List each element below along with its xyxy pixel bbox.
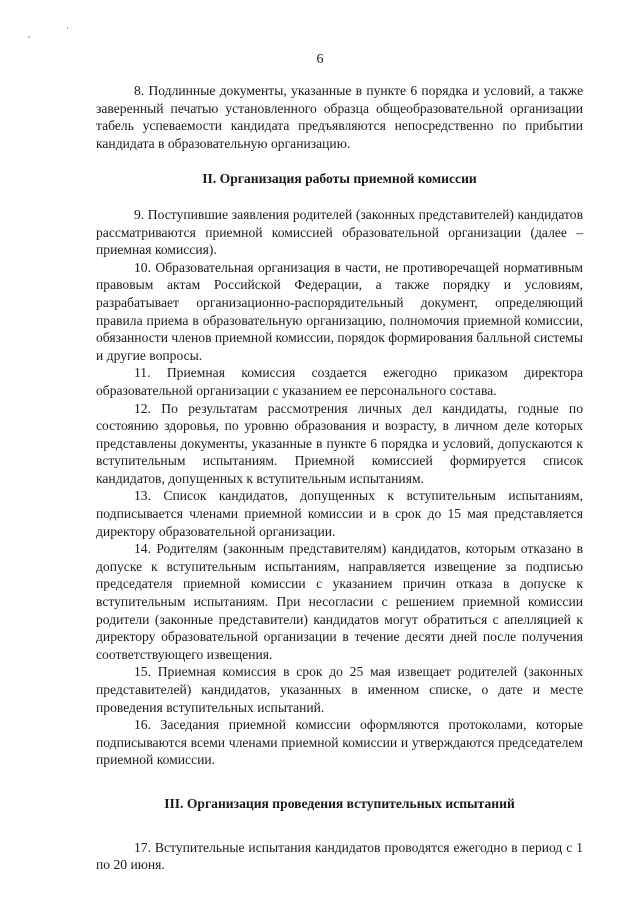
section-heading-3: III. Организация проведения вступительных испытаний <box>164 795 515 811</box>
paragraph-12: 12. По результатам рассмотрения личных дел кандидаты, годные по состоянию здоровья, по уровню образования и возрасту, в личном деле которых представлены документы, указанные в пункте 6 порядка и условий, допускаются к вступительным испытаниям. Приемной комиссией формируется список кандидатов, допущенных к вступительным испытаниям. <box>96 400 583 486</box>
paragraph-14: 14. Родителям (законным представителям) кандидатов, которым отказано в допуске к вступительным испытаниям, направляется извещение за подписью председателя приемной комиссии с указанием причин отказа в допуске к вступительным испытаниям. При несогласии с решением приемной комиссии родители (законные представители) кандидатов могут обратиться с апелляцией к директору образовательной организации в течение десяти дней после получения соответствующего извещения. <box>96 541 583 662</box>
scan-mark: , <box>28 29 31 39</box>
section-heading-2: II. Организация работы приемной комиссии <box>202 171 477 187</box>
page-number: 6 <box>316 52 324 67</box>
paragraph-9: 9. Поступившие заявления родителей (законных представителей) кандидатов рассматриваются приемной комиссией образовательной организации (далее – приемная комиссия). <box>96 206 583 258</box>
document-body <box>96 82 583 874</box>
paragraph-17: 17. Вступительные испытания кандидатов проводятся ежегодно в период с 1 по 20 июня. <box>96 839 583 873</box>
paragraph-8: 8. Подлинные документы, указанные в пункте 6 порядка и условий, а также заверенный печатью установленного образца общеобразовательной организации табель успеваемости кандидата предъявляются непосредственно по прибытии кандидата в образовательную организацию. <box>96 83 583 151</box>
paragraph-11: 11. Приемная комиссия создается ежегодно приказом директора образовательной организации с указанием ее персонального состава. <box>96 365 583 398</box>
paragraph-13: 13. Список кандидатов, допущенных к вступительным испытаниям, подписывается членами приемной комиссии и в срок до 15 мая представляется директору образовательной организации. <box>96 488 583 539</box>
paragraph-16: 16. Заседания приемной комиссии оформляются протоколами, которые подписываются всеми членами приемной комиссии и утверждаются председателем приемной комиссии. <box>96 717 583 768</box>
scan-mark: · <box>66 23 69 33</box>
paragraph-10: 10. Образовательная организация в части, не противоречащей нормативным правовым актам Российской Федерации, а также порядку и условиям, разрабатывает организационно-распорядительный документ, определяющий правила приема в образовательную организацию, полномочия приемной комиссии, обязанности членов приемной комиссии, порядок формирования балльной системы и другие вопросы. <box>96 259 583 363</box>
paragraph-15: 15. Приемная комиссия в срок до 25 мая извещает родителей (законных представителей) кандидатов, указанных в именном списке, о дате и месте проведения вступительных испытаний. <box>96 664 583 715</box>
